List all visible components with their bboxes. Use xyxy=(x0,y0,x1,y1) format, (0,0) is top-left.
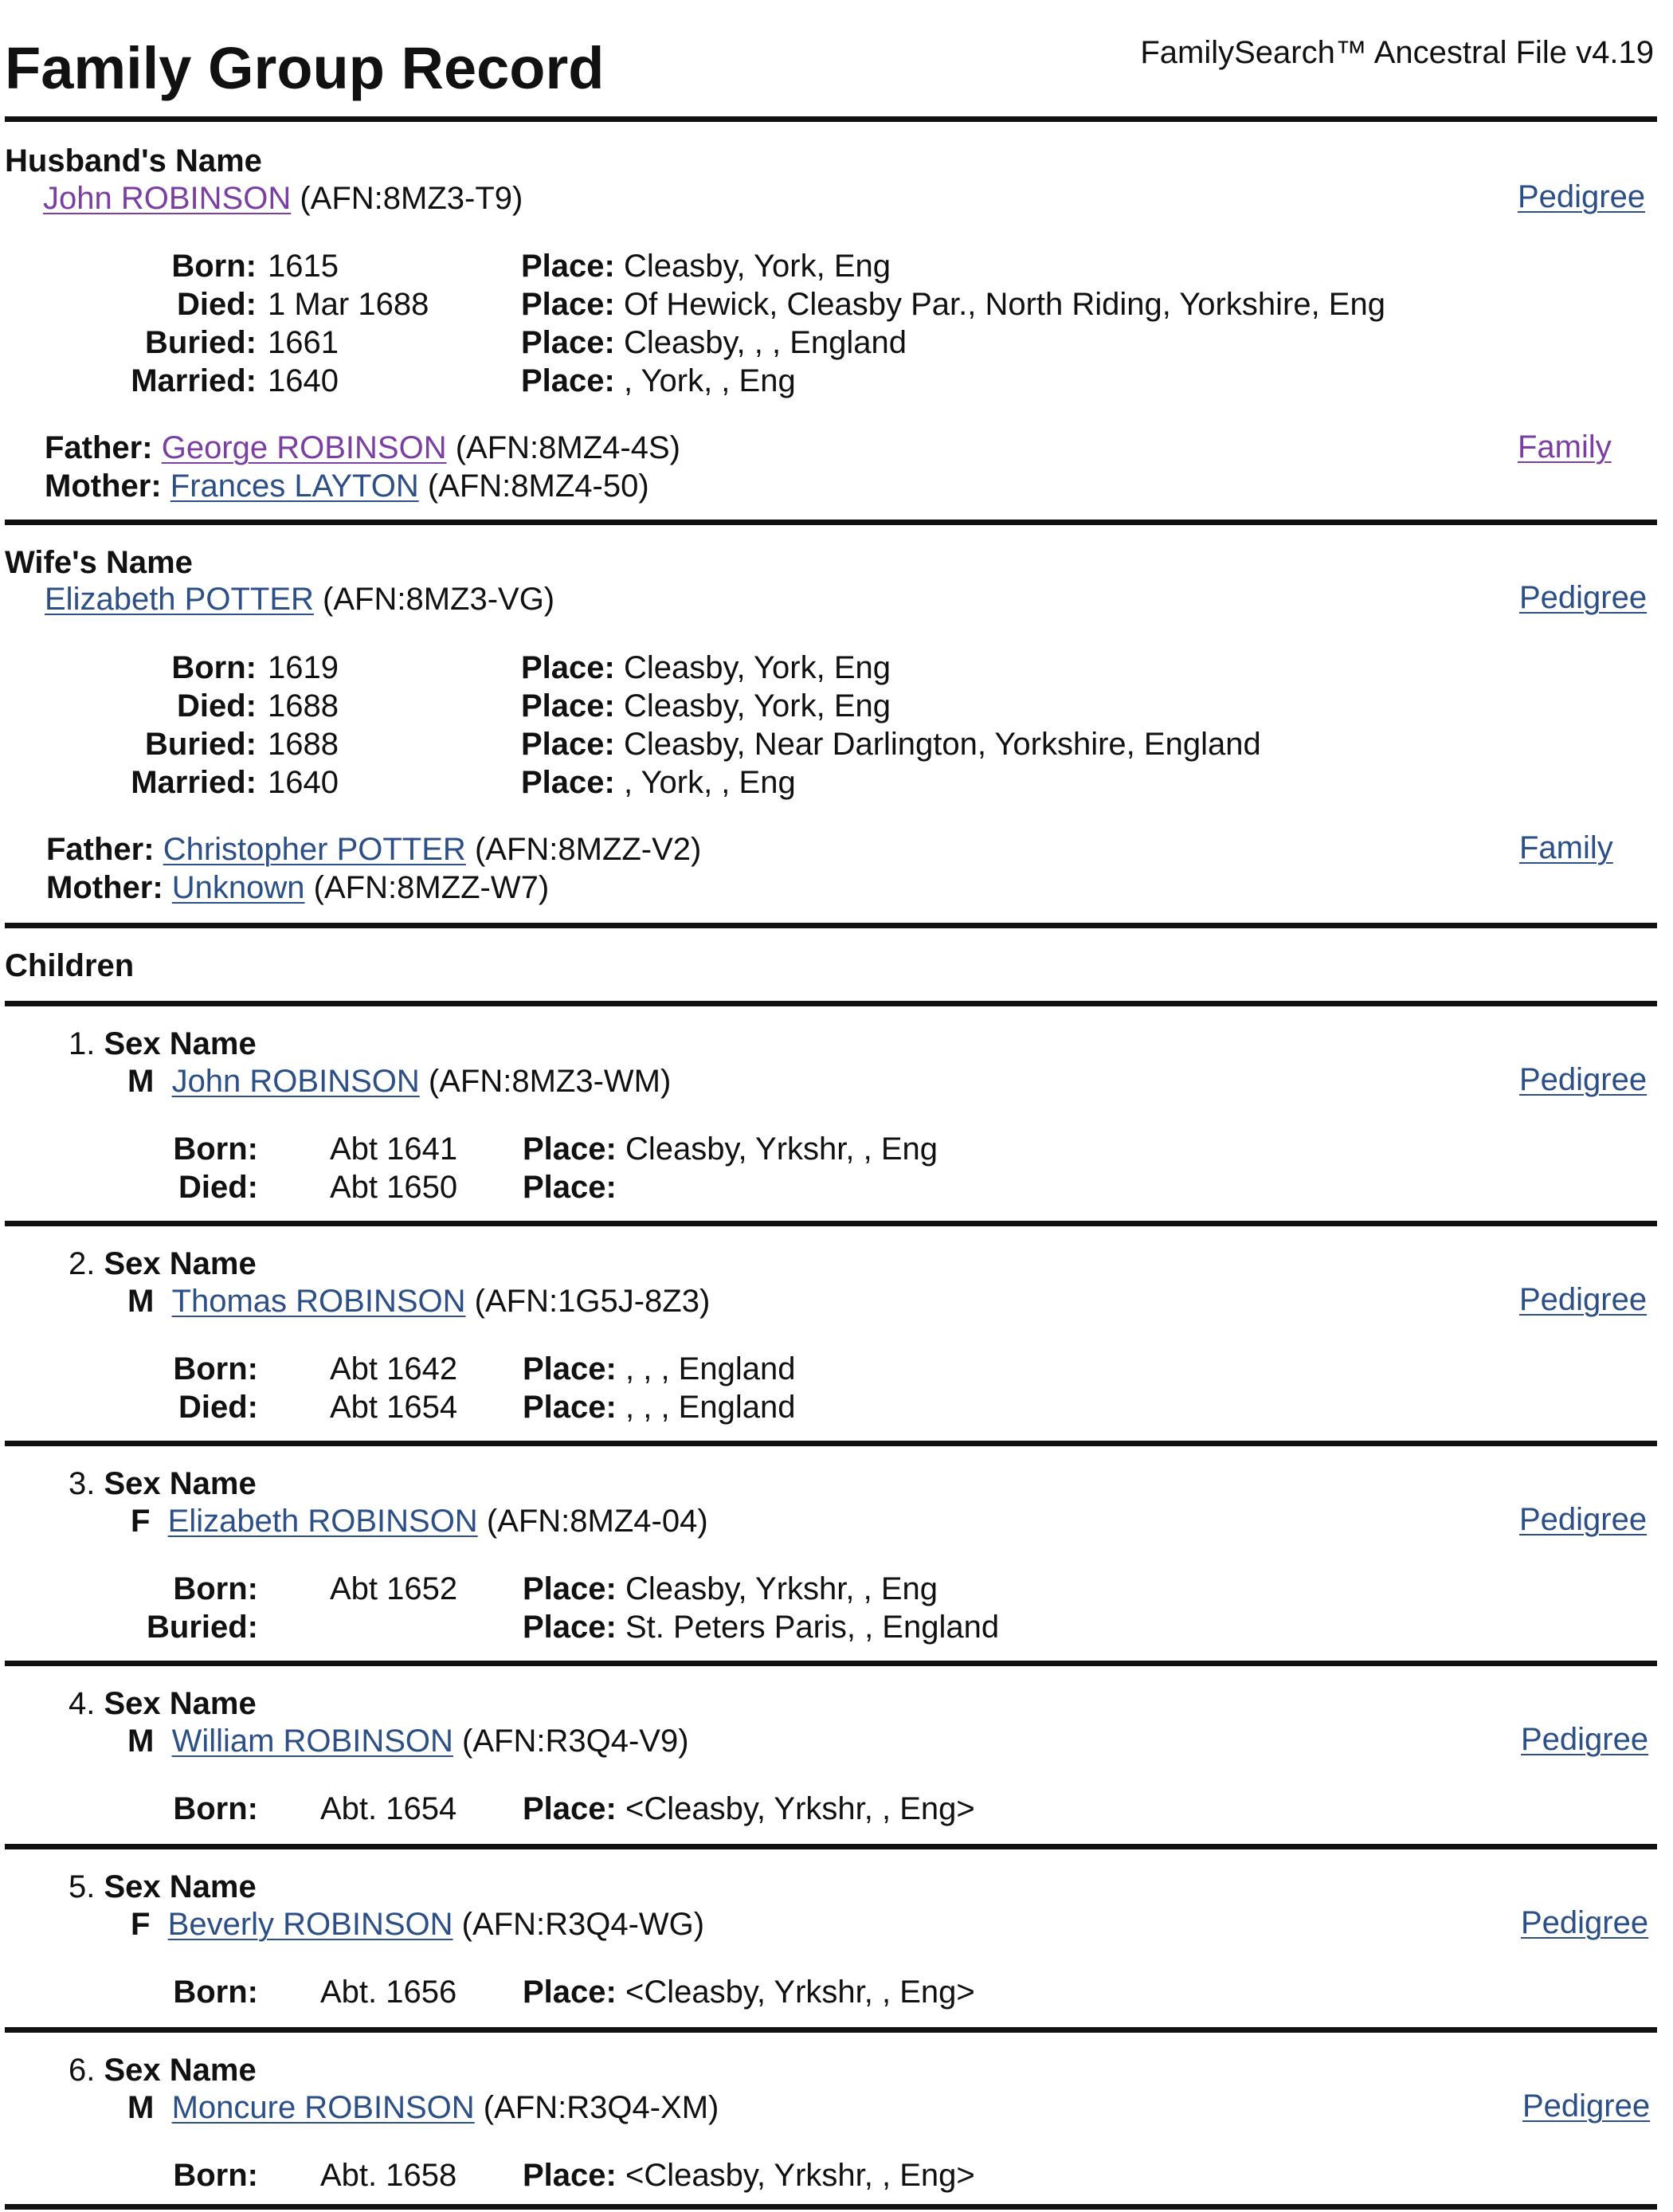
husband-event-date: 1615 xyxy=(268,249,339,284)
child-name-row xyxy=(131,1502,708,1540)
wife-event-place xyxy=(521,763,796,802)
husband-family-link-label[interactable]: Family xyxy=(1518,429,1612,465)
child-event-place xyxy=(523,1388,795,1426)
child-afn: (AFN:R3Q4-XM) xyxy=(483,2090,719,2125)
child-name-link[interactable]: Elizabeth ROBINSON xyxy=(167,1504,478,1539)
child-event-date: Abt. 1654 xyxy=(320,1791,457,1826)
husband-father-row xyxy=(45,429,680,467)
wife-event-label: Died: xyxy=(177,688,257,724)
place-value: , York, , Eng xyxy=(623,363,796,398)
wife-mother-row xyxy=(46,869,549,907)
child-afn: (AFN:8MZ3-WM) xyxy=(428,1064,672,1099)
divider xyxy=(5,1221,1657,1226)
place-value: Cleasby, York, Eng xyxy=(623,650,891,685)
wife-event-date: 1619 xyxy=(268,650,339,685)
child-header xyxy=(69,2051,257,2089)
divider xyxy=(5,1001,1657,1006)
child-afn: (AFN:8MZ4-04) xyxy=(486,1504,708,1539)
wife-event-label: Married: xyxy=(131,765,257,800)
place-label: Place: xyxy=(523,2158,617,2193)
husband-event-date: 1640 xyxy=(268,363,339,398)
child-sex: F xyxy=(131,1504,151,1539)
wife-mother-link[interactable]: Unknown xyxy=(171,870,305,905)
child-event-date: Abt 1652 xyxy=(330,1571,458,1606)
wife-pedigree-link[interactable] xyxy=(1519,578,1647,617)
wife-event-place xyxy=(521,725,1261,763)
child-name-row xyxy=(127,1282,710,1320)
child-afn: (AFN:R3Q4-WG) xyxy=(461,1907,705,1942)
divider xyxy=(5,2204,1657,2210)
husband-mother-row xyxy=(45,467,649,505)
husband-event-label: Married: xyxy=(131,363,257,398)
place-label: Place: xyxy=(523,1791,617,1826)
wife-section-label: Wife's Name xyxy=(5,545,193,580)
husband-event-place xyxy=(521,362,796,400)
child-pedigree-link[interactable] xyxy=(1522,2087,1650,2125)
child-event-date: Abt 1650 xyxy=(330,1170,458,1205)
husband-event-place xyxy=(521,285,1385,324)
wife-afn: (AFN:8MZ3-VG) xyxy=(323,582,555,617)
place-label: Place: xyxy=(523,1975,617,2010)
child-sex: F xyxy=(131,1907,151,1942)
place-label: Place: xyxy=(523,1571,617,1606)
source-label: FamilySearch™ Ancestral File v4.19 xyxy=(1140,35,1654,70)
wife-event-label: Born: xyxy=(171,650,257,685)
child-header xyxy=(69,1245,257,1283)
child-afn: (AFN:R3Q4-V9) xyxy=(462,1724,689,1759)
wife-event-date: 1640 xyxy=(268,765,339,800)
wife-pedigree-link-label[interactable]: Pedigree xyxy=(1519,580,1648,615)
child-event-label: Died: xyxy=(178,1390,258,1425)
place-label: Place: xyxy=(521,765,615,800)
child-name-row xyxy=(127,1062,671,1100)
sex-name-label: Sex Name xyxy=(104,1466,257,1501)
wife-event-label: Buried: xyxy=(145,727,257,762)
husband-event-label: Buried: xyxy=(145,325,257,360)
child-event-date: Abt. 1656 xyxy=(320,1975,457,2010)
place-label: Place: xyxy=(523,1390,617,1425)
child-event-date: Abt 1641 xyxy=(330,1131,458,1167)
husband-event-date: 1 Mar 1688 xyxy=(268,287,429,322)
husband-event-label: Born: xyxy=(171,249,257,284)
place-value: , , , England xyxy=(625,1351,796,1386)
sex-name-label: Sex Name xyxy=(104,2053,257,2088)
divider xyxy=(5,1661,1657,1666)
child-name-row xyxy=(127,1722,689,1760)
children-section-title: Children xyxy=(5,948,135,983)
child-header xyxy=(69,1025,257,1063)
child-sex: M xyxy=(127,1064,155,1099)
child-event-label: Born: xyxy=(173,1571,258,1606)
sex-name-label: Sex Name xyxy=(104,1246,257,1281)
husband-father-afn: (AFN:8MZ4-4S) xyxy=(455,430,680,465)
child-event-place xyxy=(523,1350,795,1388)
child-event-place xyxy=(523,1168,617,1206)
child-pedigree-link-label[interactable]: Pedigree xyxy=(1522,2088,1651,2124)
wife-mother-afn: (AFN:8MZZ-W7) xyxy=(313,870,550,905)
place-label: Place: xyxy=(521,249,615,284)
child-header xyxy=(69,1465,257,1503)
place-value: , , , England xyxy=(625,1390,796,1425)
child-event-place xyxy=(523,1130,938,1168)
child-pedigree-link[interactable] xyxy=(1521,1720,1648,1759)
wife-family-link[interactable] xyxy=(1519,829,1613,867)
place-value: , York, , Eng xyxy=(623,765,796,800)
husband-pedigree-link[interactable] xyxy=(1518,178,1645,216)
place-label: Place: xyxy=(521,650,615,685)
child-sex: M xyxy=(127,2090,155,2125)
child-number: 6. xyxy=(69,2053,96,2088)
husband-mother-link[interactable]: Frances LAYTON xyxy=(170,469,419,504)
place-value: <Cleasby, Yrkshr, , Eng> xyxy=(625,2158,975,2193)
place-label: Place: xyxy=(521,727,615,762)
husband-name-link[interactable]: John ROBINSON xyxy=(43,181,292,216)
place-label: Place: xyxy=(521,363,615,398)
child-pedigree-link-label[interactable]: Pedigree xyxy=(1519,1062,1648,1097)
place-value: Cleasby, York, Eng xyxy=(623,688,891,724)
child-event-date: Abt 1654 xyxy=(330,1390,458,1425)
child-afn: (AFN:1G5J-8Z3) xyxy=(474,1284,711,1319)
child-pedigree-link-label[interactable]: Pedigree xyxy=(1521,1905,1649,1940)
child-number: 2. xyxy=(69,1246,96,1281)
place-value: Cleasby, , , England xyxy=(623,325,907,360)
child-event-label: Born: xyxy=(173,1351,258,1386)
husband-event-place xyxy=(521,247,891,285)
place-value: Of Hewick, Cleasby Par., North Riding, Yorkshire, Eng xyxy=(623,287,1385,322)
husband-section-label: Husband's Name xyxy=(5,143,262,178)
wife-father-row xyxy=(46,830,701,869)
husband-event-place xyxy=(521,324,907,362)
place-value: St. Peters Paris, , England xyxy=(625,1610,1000,1645)
wife-father-afn: (AFN:8MZZ-V2) xyxy=(474,832,702,867)
child-pedigree-link[interactable] xyxy=(1519,1500,1647,1539)
child-header xyxy=(69,1684,257,1723)
sex-name-label: Sex Name xyxy=(104,1686,257,1721)
sex-name-label: Sex Name xyxy=(104,1026,257,1061)
husband-event-label: Died: xyxy=(177,287,257,322)
husband-father-link[interactable]: George ROBINSON xyxy=(161,430,447,465)
child-number: 5. xyxy=(69,1869,96,1904)
mother-label: Mother: xyxy=(46,870,163,905)
child-number: 4. xyxy=(69,1686,96,1721)
divider xyxy=(5,116,1657,122)
child-name-link[interactable]: Thomas ROBINSON xyxy=(171,1284,466,1319)
wife-father-link[interactable]: Christopher POTTER xyxy=(163,832,466,867)
husband-family-link[interactable] xyxy=(1518,428,1612,466)
child-pedigree-link-label[interactable]: Pedigree xyxy=(1519,1502,1648,1537)
place-value: Cleasby, Near Darlington, Yorkshire, England xyxy=(623,727,1261,762)
wife-event-date: 1688 xyxy=(268,727,339,762)
child-pedigree-link[interactable] xyxy=(1519,1281,1647,1319)
child-event-label: Born: xyxy=(173,1975,258,2010)
child-event-label: Died: xyxy=(178,1170,258,1205)
child-pedigree-link-label[interactable]: Pedigree xyxy=(1519,1282,1648,1317)
husband-afn: (AFN:8MZ3-T9) xyxy=(300,181,523,216)
divider xyxy=(5,1441,1657,1446)
child-sex: M xyxy=(127,1724,155,1759)
divider xyxy=(5,1844,1657,1849)
child-name-row xyxy=(127,2088,719,2127)
divider xyxy=(5,520,1657,525)
child-name-link[interactable]: William ROBINSON xyxy=(171,1724,453,1759)
place-value: Cleasby, Yrkshr, , Eng xyxy=(625,1131,938,1167)
child-name-link[interactable]: John ROBINSON xyxy=(171,1064,420,1099)
divider xyxy=(5,923,1657,928)
child-name-link[interactable]: Moncure ROBINSON xyxy=(171,2090,475,2125)
child-event-date: Abt 1642 xyxy=(330,1351,458,1386)
place-label: Place: xyxy=(521,325,615,360)
child-name-row xyxy=(131,1905,704,1943)
child-event-label: Born: xyxy=(173,1131,258,1167)
place-label: Place: xyxy=(523,1131,617,1167)
place-label: Place: xyxy=(521,287,615,322)
child-number: 3. xyxy=(69,1466,96,1501)
wife-event-place xyxy=(521,687,891,725)
child-pedigree-link[interactable] xyxy=(1519,1061,1647,1099)
place-value: <Cleasby, Yrkshr, , Eng> xyxy=(625,1791,975,1826)
child-name-link[interactable]: Beverly ROBINSON xyxy=(167,1907,453,1942)
father-label: Father: xyxy=(46,832,155,867)
mother-label: Mother: xyxy=(45,469,162,504)
husband-event-date: 1661 xyxy=(268,325,339,360)
wife-family-link-label[interactable]: Family xyxy=(1519,830,1613,865)
child-event-place xyxy=(523,2156,975,2194)
child-pedigree-link-label[interactable]: Pedigree xyxy=(1521,1722,1649,1757)
child-pedigree-link[interactable] xyxy=(1521,1904,1648,1942)
place-value: <Cleasby, Yrkshr, , Eng> xyxy=(625,1975,975,2010)
place-value: Cleasby, Yrkshr, , Eng xyxy=(625,1571,938,1606)
child-number: 1. xyxy=(69,1026,96,1061)
sex-name-label: Sex Name xyxy=(104,1869,257,1904)
child-event-place xyxy=(523,1973,975,2011)
place-label: Place: xyxy=(521,688,615,724)
place-label: Place: xyxy=(523,1170,617,1205)
child-sex: M xyxy=(127,1284,155,1319)
page-title: Family Group Record xyxy=(5,35,605,101)
husband-mother-afn: (AFN:8MZ4-50) xyxy=(427,469,649,504)
child-event-label: Buried: xyxy=(147,1610,258,1645)
child-header xyxy=(69,1868,257,1906)
child-event-date: Abt. 1658 xyxy=(320,2158,457,2193)
child-event-place xyxy=(523,1790,975,1828)
child-event-label: Born: xyxy=(173,1791,258,1826)
wife-name-link[interactable]: Elizabeth POTTER xyxy=(45,582,314,617)
wife-event-date: 1688 xyxy=(268,688,339,724)
child-event-place xyxy=(523,1608,999,1646)
place-value: Cleasby, York, Eng xyxy=(623,249,891,284)
father-label: Father: xyxy=(45,430,153,465)
place-label: Place: xyxy=(523,1351,617,1386)
place-label: Place: xyxy=(523,1610,617,1645)
child-event-place xyxy=(523,1570,938,1608)
wife-event-place xyxy=(521,649,891,687)
divider xyxy=(5,2027,1657,2033)
wife-name-row xyxy=(45,580,554,618)
husband-name-row xyxy=(43,179,523,218)
husband-pedigree-link-label[interactable]: Pedigree xyxy=(1518,179,1646,214)
child-event-label: Born: xyxy=(173,2158,258,2193)
